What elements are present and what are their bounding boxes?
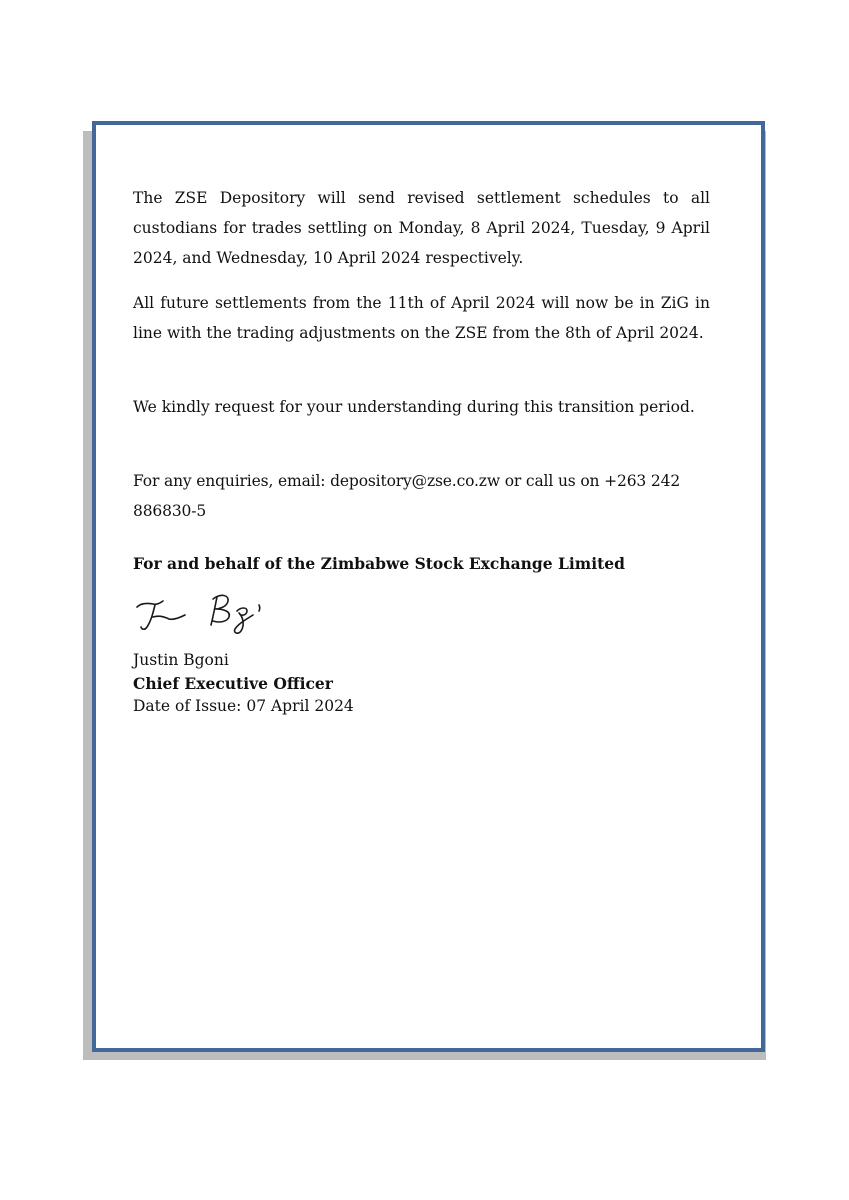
date-of-issue: Date of Issue: 07 April 2024 (133, 697, 354, 715)
paragraph-settlement-schedules: The ZSE Depository will send revised settlement schedules to all custodians for trades settling on Monday, 8 April 2024, Tuesday, 9 April 2024, and Wednesday, 10 April 2024 respectively. (133, 189, 710, 267)
signature-icon (133, 585, 283, 647)
notice-content (133, 183, 710, 718)
paragraph-enquiries: For any enquiries, email: depository@zse.co.zw or call us on +263 242 886830-5 (133, 472, 681, 520)
notice-frame (92, 121, 765, 1052)
on-behalf-heading: For and behalf of the Zimbabwe Stock Exchange Limited (133, 554, 625, 573)
paragraph-understanding-request: We kindly request for your understanding during this transition period. (133, 398, 695, 416)
signatory-title: Chief Executive Officer (133, 674, 333, 693)
signatory-name: Justin Bgoni (133, 651, 229, 669)
signatory-block (133, 649, 710, 718)
paragraph-future-settlements: All future settlements from the 11th of April 2024 will now be in ZiG in line with the trading adjustments on the ZSE from the 8th of April 2024. (133, 294, 710, 342)
